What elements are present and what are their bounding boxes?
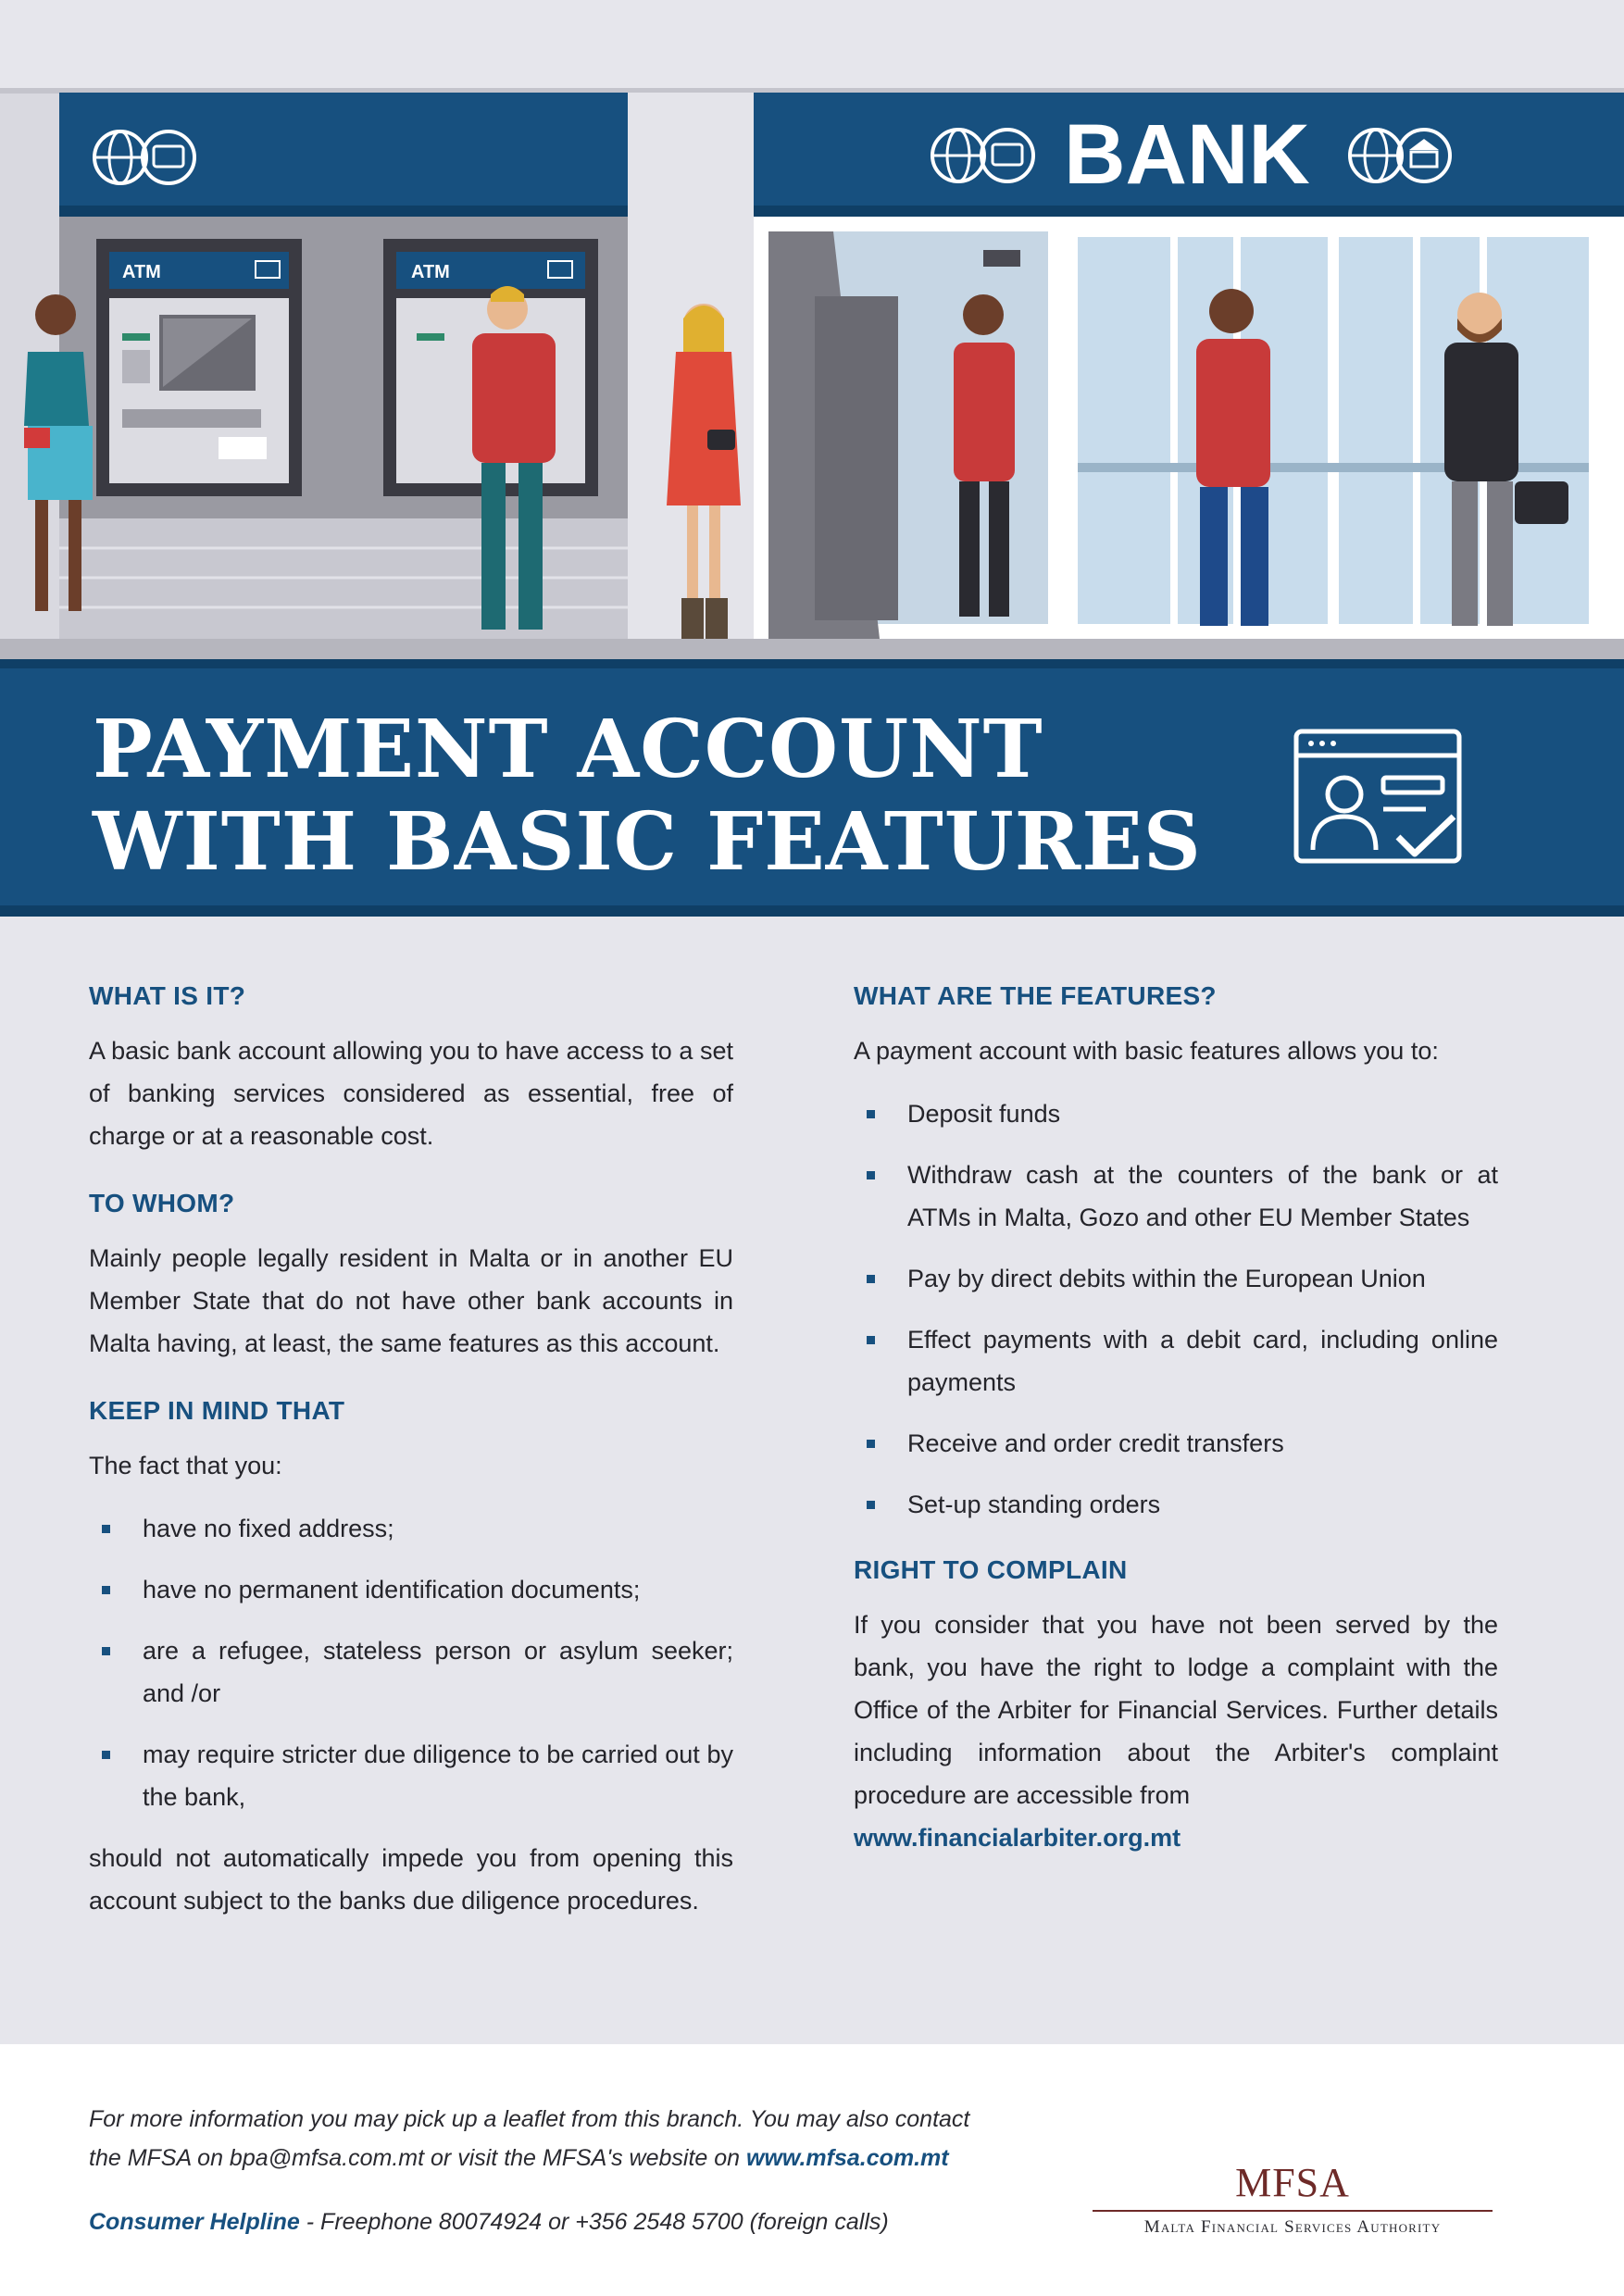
- keep-intro: The fact that you:: [89, 1452, 282, 1479]
- features-list: [854, 1092, 1498, 1526]
- list-item: Pay by direct debits within the European Union: [854, 1257, 1498, 1300]
- keep-list: [89, 1507, 733, 1818]
- footer: [0, 2044, 1624, 2296]
- title-line-2: WITH BASIC FEATURES: [93, 795, 1202, 889]
- bank-sign: BANK: [1064, 107, 1310, 202]
- briefcase-icon: [1515, 481, 1568, 524]
- title-banner: [0, 659, 1624, 917]
- arbiter-link[interactable]: www.financialarbiter.org.mt: [854, 1824, 1181, 1852]
- helpline-label: Consumer Helpline: [89, 2209, 300, 2235]
- list-item: Receive and order credit transfers: [854, 1422, 1498, 1465]
- list-item: have no permanent identification documents;: [89, 1568, 733, 1611]
- list-item: may require stricter due diligence to be carried out by the bank,: [89, 1733, 733, 1818]
- keep-heading: KEEP IN MIND THAT: [89, 1396, 345, 1425]
- account-document-check-icon: [1287, 724, 1472, 872]
- footer-line-2-text: the MFSA on bpa@mfsa.com.mt or visit the MFSA's website on: [89, 2145, 747, 2171]
- mfsa-logo: [1093, 2159, 1493, 2238]
- list-item: Deposit funds: [854, 1092, 1498, 1135]
- helpline-text: - Freephone 80074924 or +356 2548 5700 (foreign calls): [299, 2209, 889, 2235]
- atm-label-1: ATM: [122, 262, 161, 282]
- left-column: [89, 981, 733, 1922]
- footer-contact-text: [89, 2100, 1107, 2177]
- atm-machine-1: [96, 239, 302, 496]
- atm-label-2: ATM: [411, 262, 450, 282]
- title-line-1: PAYMENT ACCOUNT: [93, 703, 1043, 796]
- list-item: Set-up standing orders: [854, 1483, 1498, 1526]
- footer-line-2: [89, 2139, 1107, 2177]
- complain-heading: RIGHT TO COMPLAIN: [854, 1555, 1128, 1584]
- mfsa-logo-name: Malta Financial Services Authority: [1143, 2217, 1442, 2237]
- camera-icon: [983, 250, 1020, 267]
- list-item: are a refugee, stateless person or asylum seeker; and /or: [89, 1629, 733, 1715]
- what-heading: WHAT IS IT?: [89, 981, 246, 1010]
- keep-outro: should not automatically impede you from opening this account subject to the banks due diligence procedures.: [89, 1844, 733, 1915]
- right-column: [854, 981, 1498, 1859]
- whom-text: Mainly people legally resident in Malta or in another EU Member State that do not have other bank accounts in Malta having, at least, the same features as this account.: [89, 1244, 733, 1357]
- consumer-helpline: [89, 2209, 889, 2236]
- complain-text: If you consider that you have not been served by the bank, you have the right to lodge a complaint with the Office of the Arbiter for Financial Services. Further details including information about the Arbiter's complaint procedure are accessible from: [854, 1611, 1498, 1809]
- footer-line-1: For more information you may pick up a leaflet from this branch. You may also contact: [89, 2106, 970, 2132]
- what-text: A basic bank account allowing you to have access to a set of banking services considered as essential, free of charge or at a reasonable cost.: [89, 1037, 733, 1150]
- list-item: have no fixed address;: [89, 1507, 733, 1550]
- mfsa-website-link[interactable]: www.mfsa.com.mt: [746, 2145, 949, 2171]
- list-item: Withdraw cash at the counters of the bank or at ATMs in Malta, Gozo and other EU Member States: [854, 1154, 1498, 1239]
- list-item: Effect payments with a debit card, including online payments: [854, 1318, 1498, 1404]
- mfsa-logo-acronym: MFSA: [1235, 2160, 1350, 2205]
- features-intro: A payment account with basic features allows you to:: [854, 1037, 1439, 1065]
- whom-heading: TO WHOM?: [89, 1189, 235, 1217]
- features-heading: WHAT ARE THE FEATURES?: [854, 981, 1217, 1010]
- bank-atm-illustration: [0, 0, 1624, 659]
- page-title: [93, 704, 1202, 889]
